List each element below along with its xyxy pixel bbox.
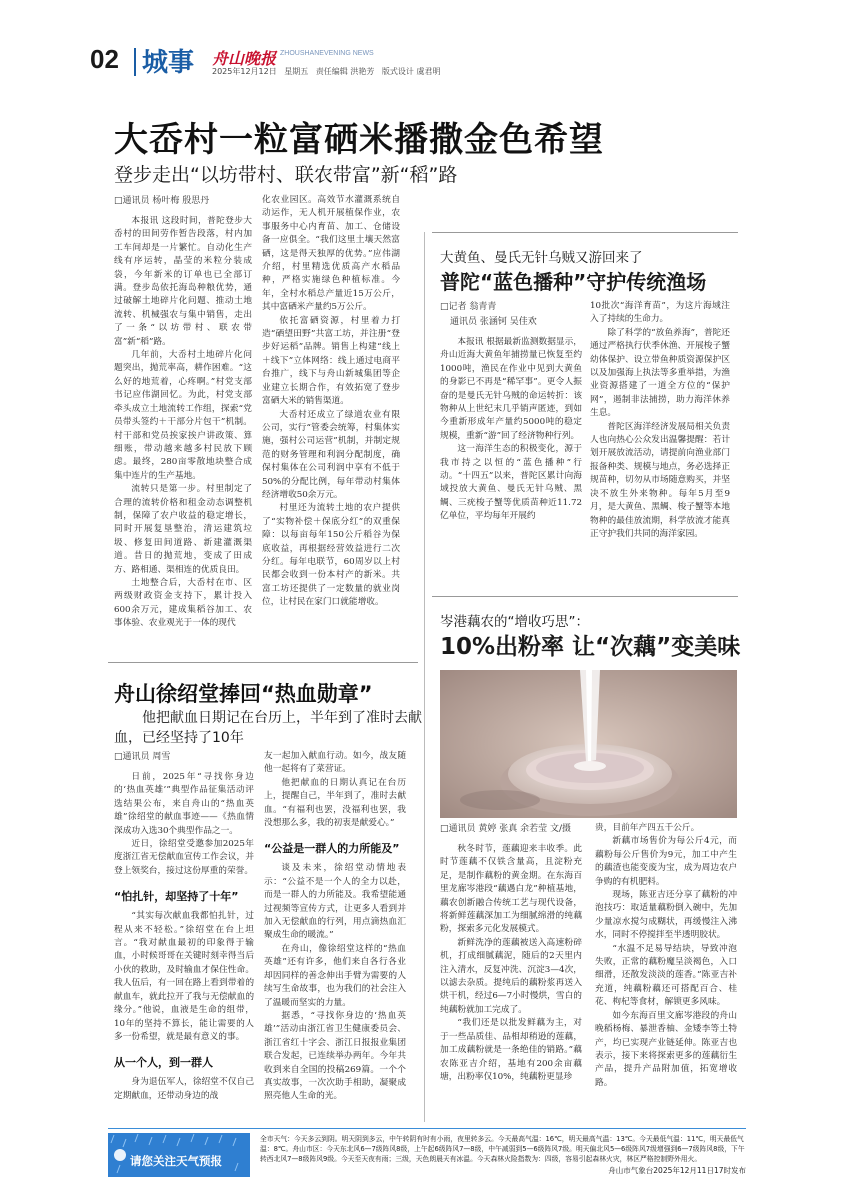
article-divider (108, 662, 418, 663)
paragraph: 现场，陈亚吉还分享了藕粉的冲泡技巧：取适量藕粉倒入碗中，先加少量凉水搅匀成糊状，再缓慢注入沸水，同时不停搅拌至半透明胶状。 (595, 890, 737, 941)
masthead (90, 40, 790, 88)
designer-credit: 版式设计 虞君明 (381, 67, 441, 76)
weather-banner (108, 1133, 250, 1177)
masthead-divider (134, 48, 136, 76)
paragraph: 他把献血的日期认真记在台历上，提醒自己，半年到了，准时去献血。“有福利也罢，没福利也罢，我没想那么多，我的初衷是献爱心。” (264, 777, 406, 829)
article1-column1 (114, 194, 252, 656)
article2-byline-correspondent: 通讯员 张涵钶 吴佳欢 (450, 317, 537, 327)
paragraph: 谈及未来，徐绍堂动情地表示：“公益不是一个人的全力以赴，而是一群人的力所能及。我希望能通过视频等宣传方式，让更多人看到并加入无偿献血的行列，用点滴热血汇聚成生命的暖流。” (264, 863, 406, 941)
article2-column1 (440, 300, 582, 558)
article2-byline-reporter: □记者 翁青青 (440, 302, 497, 312)
weather-forecast-text: 全市天气：今天多云到阴。明天阴到多云，中午转阴有时有小雨，夜里转多云。今天最高气温：16℃，明天最高气温：13℃。今天最低气温：11℃，明天最低气温：8℃。舟山市区：今天东北风6—7级阵风8级，上午起6级阵风7—8级，中午减弱到5—6级阵风7级。明天偏北风5—6级阵风7级增强到6—7级阵风8级，下午转西北风7—8级阵风9级。今天至天夜有雨；三级，天色朗晨天有冰温。今天森林火险指数为：四级，容易引起森林火灾，林区严格控制野外用火。 (260, 1135, 745, 1163)
headline-article2: 普陀“蓝色播种”守护传统渔场 (440, 270, 707, 294)
article4-body2b (264, 862, 406, 1103)
paragraph: 身为退伍军人，徐绍堂不仅自己定期献血，还带动身边的战 (114, 1077, 254, 1101)
paragraph: 新鲜洗净的莲藕被送入高速粉碎机，打成细腻藕泥，随后的2天里内注入清水，反复冲洗、沉淀3—4次，以滤去杂质。提纯后的藕粉浆再送入烘干机，经过6—7小时慢烘，雪白的纯藕粉就加工完成了。 (440, 937, 582, 1015)
article2-column2 (590, 300, 730, 558)
weather-source: 舟山市气象台2025年12月11日17时发布 (608, 1166, 746, 1175)
lotus-root-powder-illustration (440, 670, 737, 818)
paragraph: 普陀区海洋经济发展局相关负责人也向热心公众发出温馨提醒：若计划开展放流活动，请提前向渔业部门报备种类、规模与地点，务必选择正规苗种，切勿从市场随意购买，并坚决不放生外来物种。每年5月至9月，是大黄鱼、黑鲷、梭子蟹等本地物种的最佳放流期，科学放流才能真正守护我们共同的海洋家园。 (590, 421, 730, 539)
subheadline-article1: 登步走出“以坊带村、联农带富”新“稻”路 (114, 164, 458, 186)
paragraph: “水温不足易导结块，导致冲泡失败，正常的藕粉魔呈淡褐色，入口细滑，还散发淡淡的莲香。”陈亚吉补充道，纯藕粉藕还可搭配百合、桂花、枸杞等食材，解锁更多风味。 (595, 943, 737, 1008)
article4-column2 (264, 750, 406, 1120)
paragraph: 这一海洋生态的积极变化，源于我市持之以恒的“蓝色播种”行动。“十四五”以来，普陀区累计向海域投放大黄鱼、曼氏无针乌贼、黑鲷、三疣梭子蟹等优质苗种近11.72亿单位，平均每年开展约 (440, 444, 582, 522)
article-divider (432, 596, 738, 597)
paragraph: 除了科学的“放鱼养海”，普陀还通过严格执行伏季休渔、开展梭子蟹幼体保护、设立带鱼种质资源保护区以及加强海上执法等多重举措，为渔业资源搭建了一道全方位的“保护网”，遏制非法捕捞，助力海洋休养生息。 (590, 327, 730, 419)
article3-column2 (595, 822, 737, 1118)
paragraph: 依托富硒资源，村里着力打造“硒望田野”共富工坊，并注册“登步好运稻”品牌。销售上构建“线上＋线下”立体网络：线上通过电商平台推广，线下与舟山新城集团等企业建立长期合作，有效拓宽了登步富硒大米的销售渠道。 (262, 315, 400, 407)
page-number: 02 (90, 44, 119, 74)
paragraph: “我们还是以批发鲜藕为主，对于一些品质佳、品相却稍逊的莲藕，加工成藕粉就是一条绝佳的销路。”藕农陈亚吉介绍，基地有200余亩藕塘，出粉率仅10%，纯藕粉更显珍 (440, 1018, 582, 1082)
article4-body1c (114, 1076, 254, 1103)
article4-body1b (114, 910, 254, 1044)
article1-body1 (114, 215, 252, 631)
paragraph: 日前，2025年“寻找你身边的‘热血英雄’”典型作品征集活动评选结果公布，来自舟山的“热血英雄”徐绍堂的献血事迹——《热血情深成功入选30个典型作品之一。 (114, 772, 254, 836)
article2-body2 (590, 300, 730, 541)
article4-byline: □通讯员 周雪 (114, 752, 171, 762)
headline-article1: 大岙村一粒富硒米播撒金色希望 (114, 120, 604, 160)
weather-forecast-bar (108, 1128, 746, 1178)
article1-column2 (262, 194, 400, 656)
issue-info (212, 66, 445, 77)
kicker-article3: 岑港藕农的“增收巧思”： (440, 614, 589, 630)
article-divider (432, 232, 738, 233)
article4-subhead-1: “怕扎针，却坚持了十年” (114, 890, 239, 904)
article4-subhead-2: 从一个人，到一群人 (114, 1056, 213, 1070)
headline-article4: 舟山徐绍堂捧回“热血勋章” (114, 682, 373, 706)
article4-column1 (114, 750, 254, 1120)
weather-banner-label: 请您关注天气预报 (130, 1154, 222, 1168)
article4-body1 (114, 771, 254, 878)
article3-byline: □通讯员 黄婷 张真 余若莹 文/摄 (440, 824, 571, 834)
paragraph: 大岙村还成立了绿道农业有限公司，实行“管委会统筹，村集体实施，强村公司运营”机制，并制定规范的财务管理和利润分配制度，确保村集体在公司利润中享有不低于50%的分配比例，每年带动村集体经济增收50余万元。 (262, 409, 400, 500)
issue-weekday: 星期五 (284, 67, 309, 76)
subheadline-article4: 他把献血日期记在台历上，半年到了准时去献血，已经坚持了10年 (114, 710, 422, 746)
lotus-root-powder-photo (440, 670, 737, 818)
paragraph: 新藕市场售价为每公斤4元，而藕粉每公斤售价为9元，加工中产生的藕渣也能变废为宝，成为周边农户争购的有机肥料。 (595, 836, 737, 887)
paragraph: 几年前，大岙村土地碎片化问题突出，抛荒率高，耕作困难。“这么好的地荒着，心疼啊。”村党支部书记应伟湖回忆。为此，村党支部牵头成立土地流转工作组，探索“党员带头签约＋干部分片包干”机制。村干部和党员挨家挨户讲政策、算细账，带动越来越多村民放下顾虑。最终，280亩零散地块整合成集中连片的生产基地。 (114, 350, 252, 481)
paragraph: 在舟山，像徐绍堂这样的“热血英雄”还有许多，他们来自各行各业却因同样的善念伸出手臂为需要的人续写生命故事，也为我们的社会注入了温暖而坚实的力量。 (264, 943, 406, 1008)
editor-credit: 责任编辑 洪艳芳 (315, 67, 375, 76)
paragraph: 10批次“海洋育苗”，为这片海域注入了持续的生命力。 (590, 301, 730, 325)
article1-body2 (262, 194, 400, 610)
paper-logo: 舟山晚报 (212, 49, 277, 68)
paragraph: 友一起加入献血行动。如今，战友随他一起将有了菜营证。 (264, 751, 406, 775)
column-divider (424, 232, 425, 1122)
paragraph: 本报讯 根据最新监测数据显示，舟山近海大黄鱼年捕捞量已恢复至约1000吨，渔民在作业中见到大黄鱼的身影已不再是“稀罕事”。更令人振奋的是曼氏无针乌贼的命运转折：该物种从上世纪末几乎销声匿迹，到如今重新形成年产量约5000吨的稳定规模，重新“游”回了经济物种行列。 (440, 337, 582, 441)
article3-body1 (440, 843, 582, 1084)
paragraph: 贵，目前年产四五千公斤。 (595, 823, 700, 833)
article4-subhead-3: “公益是一群人的力所能及” (264, 842, 400, 856)
section-name: 城事 (142, 48, 195, 78)
paragraph: 据悉，“寻找你身边的‘热血英雄’”活动由浙江省卫生健康委员会、浙江省红十字会、浙江日报报业集团联合发起，已连续举办两年。今年共收到来自全国的投稿269篇。一个个真实故事，一次次助手相助，凝聚成照亮他人生命的光。 (264, 1010, 406, 1102)
paragraph: 近日，徐绍堂受邀参加2025年度浙江省无偿献血宣传工作会议，并登上领奖台，接过这份厚重的荣誉。 (114, 839, 254, 876)
paragraph: 本报讯 这段时间，普陀登步大岙村的田间劳作暂告段落，村内加工车间却是一片繁忙。自动化生产线有序运转，晶莹的米粒分装成袋，今年新米的订单也已全部订满。登步岛依托海岛种粮优势，通过破解土地碎片化问题、推动土地流转、机械强农与集中销售，走出了一条“以坊带村、联农带富”新“稻”路。 (114, 216, 252, 347)
kicker-article2: 大黄鱼、曼氏无针乌贼又游回来了 (440, 250, 643, 266)
article4-body2 (264, 750, 406, 830)
paragraph: 化农业园区。高效节水灌溉系统自动运作，无人机开展植保作业，农事服务中心内育苗、加工、仓储设备一应俱全。“我们这里土壤天然富硒，这是得天独厚的优势。”应伟湖介绍，村里精选优质高产水稻品种，严格实施绿色种植标准。今年，全村水稻总产量近15万公斤，其中富硒米产量约5万公斤。 (262, 195, 400, 313)
paragraph: 土地整合后，大岙村在市、区两级财政资金支持下，累计投入600余万元，建成集稻谷加工、农事体验、农业观光于一体的现代 (114, 577, 252, 629)
paragraph: 村里还为流转土地的农户提供了“实物补偿＋保底分红”的双重保障：以每亩每年150公斤稻谷为保底收益，再根据经营效益进行二次分红。每年电联节，60周岁以上村民都会收到一份本村产的新米。共富工坊还提供了一定数量的就业岗位，让村民在家门口就能增收。 (262, 503, 400, 608)
issue-date: 2025年12月12日 (212, 67, 277, 76)
paragraph: 如今东海百里文廊岑港段的舟山晚稻杨梅、暴泄香柚、金矮李等土特产，均已实现产业链延伸。陈亚吉也表示，接下来将探索更多的莲藕衍生产品，提升产品附加值，拓宽增收路。 (595, 1010, 737, 1088)
paragraph: 秋冬时节，莲藕迎来丰收季。此时节莲藕不仅铁含量高，且淀粉充足，是制作藕粉的黄金期。在东海百里龙廊岑港段“藕遇白龙”种植基地，藕农创新融合传统工艺与现代设备，将新鲜莲藕深加工为细腻绵滑的纯藕粉，探索多元化发展模式。 (440, 844, 582, 935)
paragraph: 流转只是第一步。村里制定了合理的流转价格和租金动态调整机制，保障了农户收益的稳定增长，同时开展复垦整治，清运建筑垃圾、修复田间道路、新建灌溉渠道。昔日的抛荒地，变成了田成方、路相通、渠相连的优质良田。 (114, 484, 252, 575)
paragraph: “其实每次献血我都怕扎针，过程从来不轻松。”徐绍堂在台上坦言。“我对献血最初的印象得于输血，小时候哥哥在关键时刻幸得当后小伙的救助，及时输血才保住性命。我人伍后，有一回在路上看到带着的献血车，就此拉开了我与无偿献血的缘分。”他说，血液是生命的组带，10年的坚持不算长，能让需要的人多一份希望，就是最有意义的事。 (114, 911, 254, 1042)
article3-column1 (440, 822, 582, 1118)
headline-article3: 10%出粉率 让“次藕”变美味 (440, 634, 741, 660)
article2-body1 (440, 336, 582, 524)
article1-byline: □通讯员 杨叶梅 殷思丹 (114, 196, 210, 206)
article3-body2 (595, 822, 737, 1090)
paper-english-name: ZHOUSHANEVENING NEWS (280, 50, 374, 57)
